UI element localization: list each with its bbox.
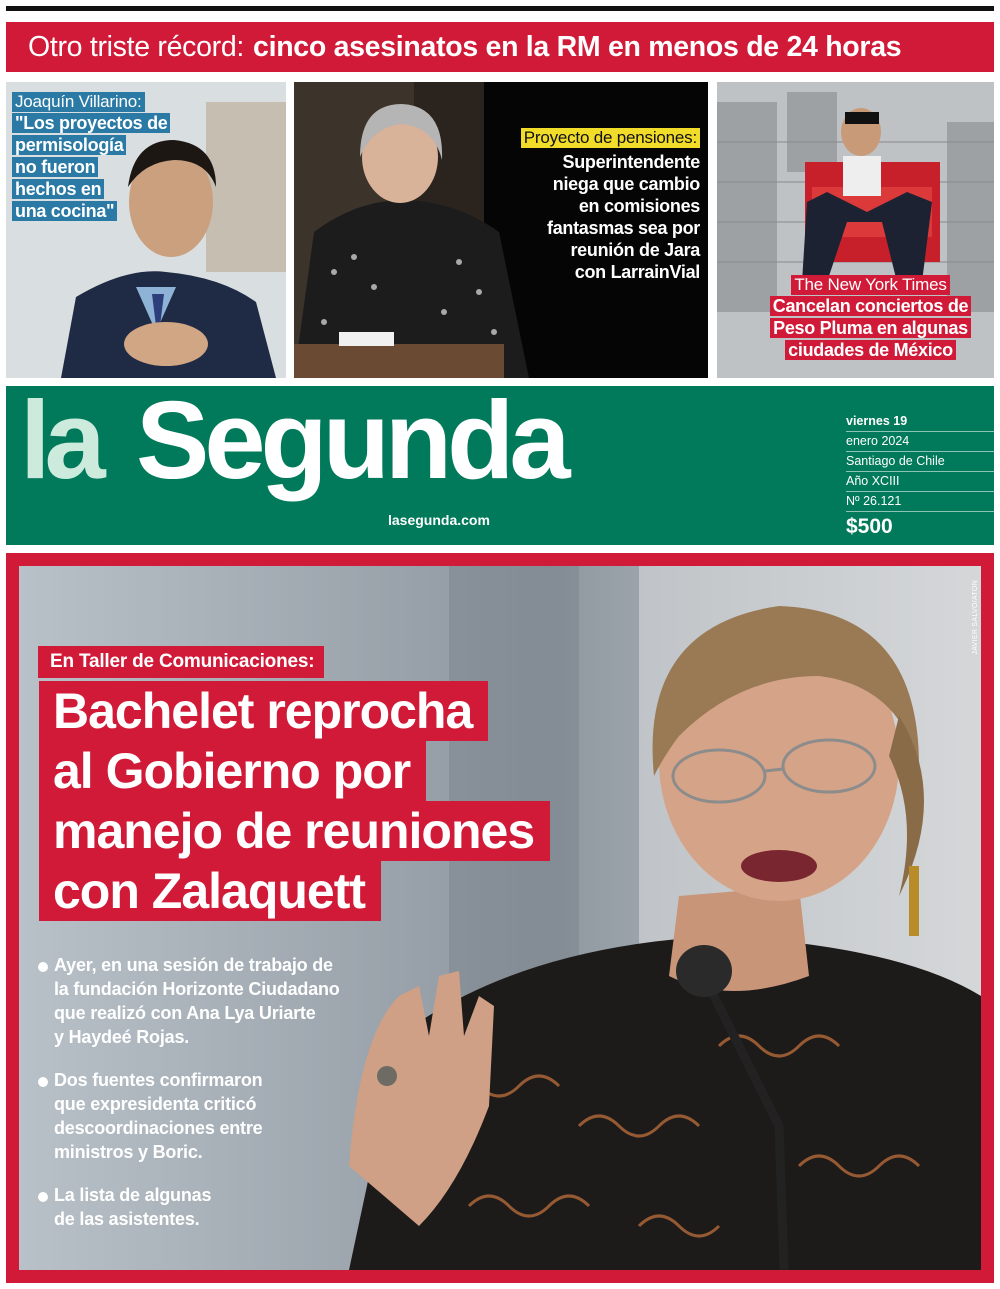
headline-line: reunión de Jara xyxy=(570,240,700,260)
bullet-line: que expresidenta criticó xyxy=(54,1094,257,1114)
feature-headline-line: con Zalaquett xyxy=(39,861,381,921)
edition-day: viernes 19 xyxy=(846,412,994,432)
headline-line: Cancelan conciertos de xyxy=(770,296,971,316)
feature-headline xyxy=(39,681,659,921)
promo-villarino-tag: Joaquín Villarino: xyxy=(12,92,145,112)
masthead xyxy=(6,379,994,545)
edition-date: enero 2024 xyxy=(846,432,994,452)
headline-line: Superintendente xyxy=(562,152,700,172)
bullet-dot-icon xyxy=(38,1192,48,1202)
headline-line: niega que cambio xyxy=(552,174,700,194)
bullet-item xyxy=(37,1183,387,1231)
feature-headline-line: al Gobierno por xyxy=(39,741,426,801)
top-rule xyxy=(6,6,994,11)
promo-villarino-text xyxy=(12,92,192,222)
bullet-line: de las asistentes. xyxy=(54,1209,200,1229)
bullet-item xyxy=(37,953,387,1049)
headline-line: una cocina" xyxy=(12,201,117,221)
bullet-dot-icon xyxy=(38,962,48,972)
promo-peso-pluma[interactable] xyxy=(717,82,994,378)
bullet-line: y Haydeé Rojas. xyxy=(54,1027,190,1047)
bullet-item xyxy=(37,1068,387,1164)
banner-headline: cinco asesinatos en la RM en menos de 24 horas xyxy=(253,30,902,63)
bullet-line: la fundación Horizonte Ciudadano xyxy=(54,979,340,999)
top-banner[interactable] xyxy=(6,22,994,72)
bullet-line: Dos fuentes confirmaron xyxy=(54,1070,263,1090)
edition-year: Año XCIII xyxy=(846,472,994,492)
bullet-line: La lista de algunas xyxy=(54,1185,212,1205)
promo-peso-pluma-tag: The New York Times xyxy=(791,275,949,295)
promo-villarino-headline xyxy=(12,112,192,222)
bullet-line: descoordinaciones entre xyxy=(54,1118,263,1138)
promo-pensiones-headline xyxy=(490,151,700,283)
logo-la: la xyxy=(20,379,100,502)
logo-segunda: Segunda xyxy=(136,379,566,502)
feature-headline-line: manejo de reuniones xyxy=(39,801,550,861)
promo-pensiones-text xyxy=(490,128,700,283)
edition-issue: Nº 26.121 xyxy=(846,492,994,512)
promo-pensiones[interactable] xyxy=(294,82,708,378)
bullet-line: Ayer, en una sesión de trabajo de xyxy=(54,955,333,975)
headline-line: ciudades de México xyxy=(785,340,956,360)
edition-city: Santiago de Chile xyxy=(846,452,994,472)
promo-peso-pluma-text xyxy=(753,275,988,361)
headline-line: Peso Pluma en algunas xyxy=(770,318,971,338)
feature-headline-line: Bachelet reprocha xyxy=(39,681,488,741)
headline-line: con LarrainVial xyxy=(574,262,700,282)
headline-line: "Los proyectos de xyxy=(12,113,170,133)
edition-price: $500 xyxy=(846,515,893,538)
promo-pensiones-tag: Proyecto de pensiones: xyxy=(521,128,700,148)
bullet-dot-icon xyxy=(38,1077,48,1087)
bullet-line: que realizó con Ana Lya Uriarte xyxy=(54,1003,316,1023)
promo-villarino[interactable] xyxy=(6,82,286,378)
site-url[interactable]: lasegunda.com xyxy=(388,512,490,528)
headline-line: hechos en xyxy=(12,179,104,199)
headline-line: fantasmas sea por xyxy=(547,218,700,238)
promo-peso-pluma-headline xyxy=(753,295,988,361)
bullet-line: ministros y Boric. xyxy=(54,1142,203,1162)
headline-line: en comisiones xyxy=(578,196,700,216)
headline-line: no fueron xyxy=(12,157,98,177)
feature-story[interactable] xyxy=(6,553,994,1283)
banner-lead: Otro triste récord: xyxy=(28,30,245,63)
edition-info xyxy=(846,412,994,542)
headline-line: permisología xyxy=(12,135,126,155)
feature-tag: En Taller de Comunicaciones: xyxy=(38,646,324,678)
photo-credit: JAVIER SALVO/ATON xyxy=(972,580,979,655)
feature-bullets xyxy=(37,953,387,1250)
